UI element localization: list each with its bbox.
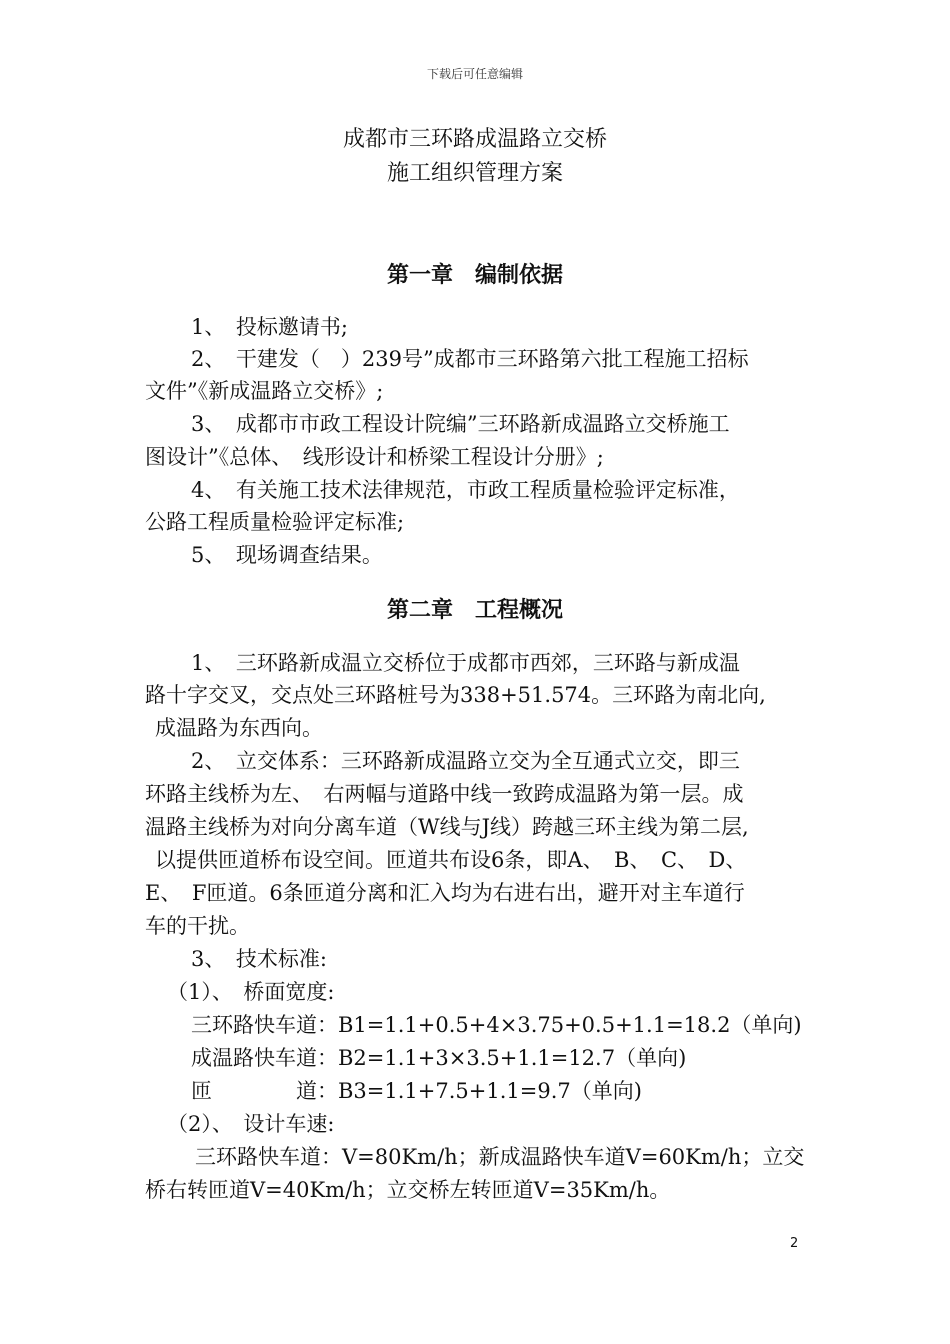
page-number: 2 [790, 1236, 799, 1251]
chapter2-heading: 第二章 工程概况 [386, 598, 563, 623]
ch2-line: （2）、 设计车速: [167, 1112, 335, 1136]
ch2-line: （1）、 桥面宽度: [167, 980, 335, 1004]
ch2-line: 成温路为东西向。 [155, 716, 323, 740]
ch2-line: 温路主线桥为对向分离车道（W线与J线）跨越三环主线为第二层, [145, 815, 749, 839]
document-title-line2: 施工组织管理方案 [386, 161, 563, 186]
ch2-line: E、 F匝道。6条匝道分离和汇入均为右进右出，避开对主车道行 [145, 881, 745, 905]
ch2-line: 路十字交叉，交点处三环路桩号为338+51.574。三环路为南北向, [145, 683, 766, 707]
ch2-line: 以提供匝道桥布设空间。匝道共布设6条，即A、 B、 C、 D、 [155, 848, 747, 872]
document-title-line1: 成都市三环路成温路立交桥 [342, 127, 607, 152]
ch2-line: 1、 三环路新成温立交桥位于成都市西郊，三环路与新成温 [191, 651, 740, 675]
ch1-line: 1、 投标邀请书; [191, 315, 348, 339]
ch2-line: 环路主线桥为左、 右两幅与道路中线一致跨成温路为第一层。成 [145, 782, 744, 806]
ch2-line: 桥右转匝道V=40Km/h；立交桥左转匝道V=35Km/h。 [145, 1178, 671, 1202]
chapter1-heading: 第一章 编制依据 [386, 263, 563, 288]
ch2-line: 匝 道：B3=1.1+7.5+1.1=9.7（单向) [191, 1079, 642, 1103]
page-header: 下载后可任意编辑 [426, 67, 523, 81]
ch1-line: 公路工程质量检验评定标准; [145, 510, 405, 534]
ch1-line: 文件”《新成温路立交桥》; [145, 379, 384, 403]
ch2-line: 成温路快车道：B2=1.1+3×3.5+1.1=12.7（单向) [191, 1046, 687, 1070]
ch1-line: 4、 有关施工技术法律规范，市政工程质量检验评定标准， [191, 478, 740, 502]
ch1-line: 2、 干建发（ ）239号”成都市三环路第六批工程施工招标 [191, 347, 749, 371]
ch1-line: 5、 现场调查结果。 [191, 543, 383, 567]
ch2-line: 3、 技术标准: [191, 947, 327, 971]
ch2-line: 2、 立交体系：三环路新成温路立交为全互通式立交，即三 [191, 749, 740, 773]
ch2-line: 车的干扰。 [145, 914, 250, 938]
ch2-line: 三环路快车道：B1=1.1+0.5+4×3.75+0.5+1.1=18.2（单向) [191, 1013, 802, 1037]
ch1-line: 3、 成都市市政工程设计院编”三环路新成温路立交桥施工 [191, 412, 730, 436]
ch2-line: 三环路快车道：V=80Km/h；新成温路快车道V=60Km/h；立交 [195, 1145, 805, 1169]
ch1-line: 图设计”《总体、 线形设计和桥梁工程设计分册》; [145, 445, 604, 469]
